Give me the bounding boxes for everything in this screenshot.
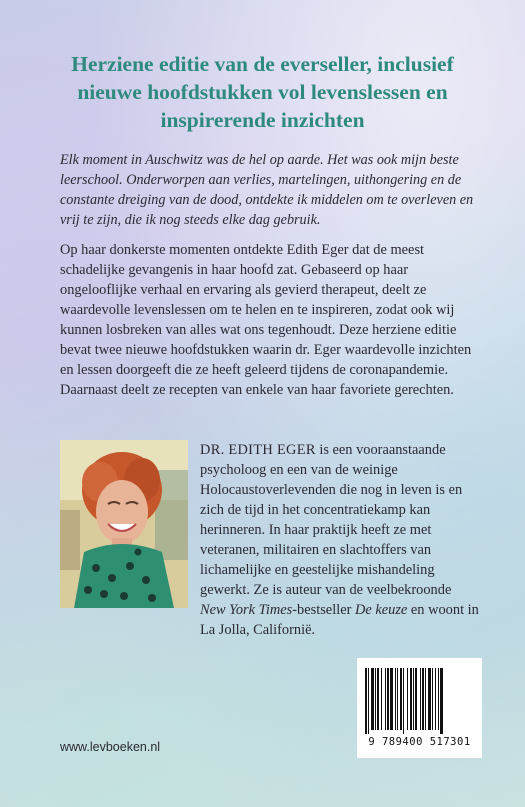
website-url: www.levboeken.nl [60, 740, 161, 754]
barcode-bar [385, 668, 386, 730]
bio-text: is een vooraanstaande psycholoog en een van de weinige Holocaustoverlevenden die nog in leven is en zich de tijd in het concentratiekamp kan herinneren. In haar praktijk heeft ze met veteranen, militairen en slachtoffers van lichamelijke en geestelijke mishandeling gewerkt. Ze is auteur van de veelbekroonde [200, 442, 463, 598]
barcode-bar [400, 668, 402, 730]
barcode-bar [395, 668, 396, 730]
author-bio [200, 440, 480, 640]
barcode-bar [428, 668, 431, 730]
author-name: DR. EDITH EGER [200, 442, 316, 458]
barcode-bar [377, 668, 379, 730]
barcode-bar [440, 668, 443, 734]
barcode-bar [390, 668, 393, 730]
author-photo [60, 440, 188, 608]
headline-line: nieuwe hoofdstukken vol levenslessen en [77, 80, 448, 104]
barcode-bar [432, 668, 433, 730]
bio-text: -bestseller [292, 602, 355, 618]
barcode-bar [420, 668, 421, 730]
barcode-bar [381, 668, 382, 730]
barcode-bar [438, 668, 439, 730]
barcode-bar [407, 668, 408, 730]
author-portrait-illustration [60, 440, 188, 608]
book-description: Op haar donkerste momenten ontdekte Edith Eger dat de meest schadelijke gevangenis in haar hoofd zat. Gebaseerd op haar ongelooflijke verhaal en ervaring als gevierd therapeut, deelt ze waardevolle levenslessen om te helen en te inspireren, zodat ook wij kunnen losbreken van alles wat ons tegenhoudt. Deze herziene editie bevat twee nieuwe hoofdstukken waarin dr. Eger waardevolle inzichten en lessen doorgeeft die ze heeft geleerd tijdens de coronapandemie. Daarnaast deelt ze recepten van enkele van haar favoriete gerechten. [60, 242, 472, 398]
barcode-bar [371, 668, 374, 730]
quote: Elk moment in Auschwitz was de hel op aarde. Het was ook mijn beste leerschool. Onderworpen aan verlies, martelingen, uithongering en de constante dreiging van de dood, ontdekte ik middelen om te overleven en vrij te zijn, die ik nog steeds elke dag gebruik. [60, 152, 474, 228]
barcode-bar [365, 668, 367, 734]
barcode-bar [435, 668, 436, 730]
barcode-bar [425, 668, 426, 730]
bio-text: en woont in La Jolla, Californië. [200, 602, 479, 638]
barcode-bar [368, 668, 369, 734]
barcode-bar [375, 668, 376, 730]
barcode-bar [413, 668, 414, 730]
barcode-bar [410, 668, 412, 730]
book-title: De keuze [354, 602, 408, 618]
barcode-bars [365, 668, 474, 734]
isbn-number: 9 789400 517301 [368, 736, 471, 748]
barcode-bar [387, 668, 389, 730]
barcode-bar [415, 668, 417, 730]
headline [40, 50, 485, 134]
barcode-bar [397, 668, 398, 730]
headline-line: Herziene editie van de everseller, inclusief [71, 52, 454, 76]
barcode-bar [422, 668, 424, 730]
barcode [357, 658, 482, 758]
headline-line: inspirerende inzichten [160, 108, 365, 132]
publication-name: New York Times [200, 602, 293, 618]
barcode-bar [403, 668, 404, 734]
